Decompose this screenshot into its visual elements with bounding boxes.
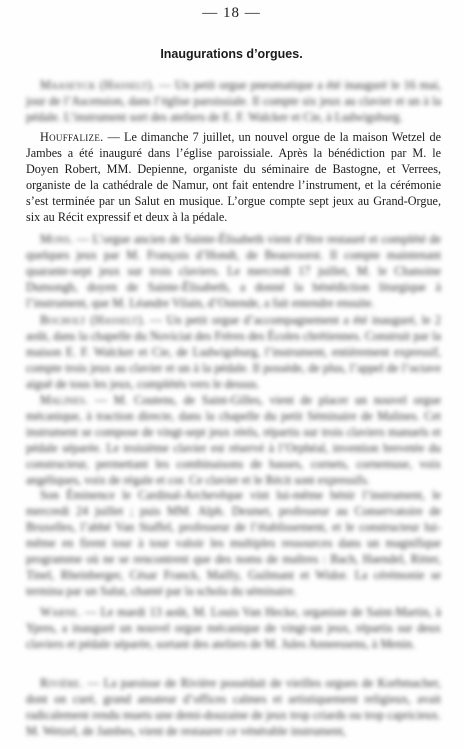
entry-place: Maaseyck (Hasselt).	[40, 78, 156, 92]
entry-place: Bocholt (Hasselt).	[40, 313, 146, 327]
entry-text: — Le mardi 13 août, M. Louis Van Hecke, organiste de Saint-Martin, à Ypres, a inauguré un nouvel orgue mécanique de vingt-un jeux, répartis sur deux claviers et pédale séparée, sortant des ateliers de M. Jules Anneessens, à Menin.	[26, 605, 441, 651]
entry-place: Mons.	[40, 232, 74, 246]
section-title: Inaugurations d’orgues.	[160, 47, 303, 61]
entry-text: — M. Coutens, de Saint-Gilles, vient de placer un nouvel orgue mécanique, à traction directe, dans la chapelle du petit Séminaire de Malines. Cet instrument se compose de vingt-sept jeux réels, répartis sur trois claviers manuels et pédale séparée. Le troisième clavier est réservé à l’Orphéal, invention brevetée du constructeur, permettant les combinaisons de basses, cornets, cornemuse, voix angéliques, voix de régale et cor. Ce clavier et le Récit sont expressifs.	[26, 393, 441, 487]
entry-paragraph	[26, 676, 441, 740]
entry-text: — Un petit orgue pneumatique a été inauguré le 16 mai, jour de l’Ascension, dans l’église paroissiale. Il compte six jeux au clavier et un à la pédale. L’instrument sort des ateliers de E. F. Walcker et Cie, à Ludwigsburg.	[26, 78, 442, 124]
entry-place: Malines.	[40, 393, 89, 407]
entry-place-houffalize: Houffalize.	[40, 130, 104, 144]
entry-paragraph	[26, 605, 441, 653]
entry-place: Rivière.	[40, 676, 84, 690]
entry-paragraph	[26, 393, 441, 488]
blurred-entry-riviere	[26, 676, 441, 740]
entry-text: Son Éminence le Cardinal-Archevêque vint lui-même bénir l’instrument, le mercredi 24 juillet ; puis MM. Alph. Desmet, professeur au Conservatoire de Bruxelles, l’abbé Van Staffel, professeur de l’établissement, et le constructeur lui-même en firent tour à tour valoir les multiples ressources dans un magnifique programme où ne se rencontrent que des noms de maîtres : Bach, Haendel, Ritter, Tinel, Rheinberger, César Franck, Mailly, Guilmant et Widor. La cérémonie se termina par un Salut, chanté par la schola du séminaire.	[26, 488, 441, 598]
entry-text: — Un petit orgue d’accompagnement a été inauguré, le 2 août, dans la chapelle du Noviciat des Frères des Écoles chrétiennes. Construit par la maison E. F. Walcker et Cie, de Ludwigsburg, l’instrument, entièrement expressif, compte trois jeux au clavier et un à la pédale. Il possède, de plus, l’appel de l’octave aiguë de tous les jeux, complétés vers le dessus.	[26, 313, 441, 391]
entry-paragraph	[26, 232, 441, 312]
entry-text: — La paroisse de Rivière possédait de vieilles orgues de Korbmacher, dont on curé, grand amateur d’offices calmes et artistiquement religieux, avait radicalement rendu muets une demi-douzaine de jeux trop criards ou trop capricieux. M. Wetzel, de Jambes, vient de restaurer ce vénérable instrument,	[26, 676, 441, 738]
blurred-entry-bocholt	[26, 313, 441, 393]
entry-text-houffalize: — Le dimanche 7 juillet, un nouvel orgue de la maison Wetzel de Jambes a été inauguré dans l’église paroissiale. Après la bénédiction par M. le Doyen Robert, MM. Depienne, organiste du séminaire de Bastogne, et Verrees, organiste de la cathédrale de Namur, ont fait entendre l’instrument, et la cérémonie s’est terminée par un Salut en musique. L’orgue compte sept jeux au Grand-Orgue, six au Récit expressif et deux à la pédale.	[26, 130, 441, 224]
blurred-entry-malines	[26, 393, 441, 600]
page-number: — 18 —	[202, 5, 261, 21]
featured-entry-houffalize	[26, 130, 441, 225]
entry-place: Warne.	[40, 605, 81, 619]
entry-paragraph	[26, 313, 441, 393]
entry-text: — L’orgue ancien de Sainte-Élisabeth vient d’être restauré et complété de quelques jeux par M. François d’Hondt, de Beauvoorst. Il compte maintenant quarante-sept jeux sur trois claviers. Le mercredi 17 juillet, M. le Chanoine Dumongh, doyen de Sainte-Élisabeth, a donné la bénédiction liturgique à l’instrument, que M. Léandre Vilain, d’Ostende, a fait entendre ensuite.	[26, 232, 441, 310]
blurred-entry-mons	[26, 232, 441, 312]
entry-paragraph	[26, 488, 441, 599]
blurred-entry-maaseyck	[26, 78, 441, 126]
blurred-entry-warne	[26, 605, 441, 653]
entry-paragraph	[26, 78, 441, 126]
